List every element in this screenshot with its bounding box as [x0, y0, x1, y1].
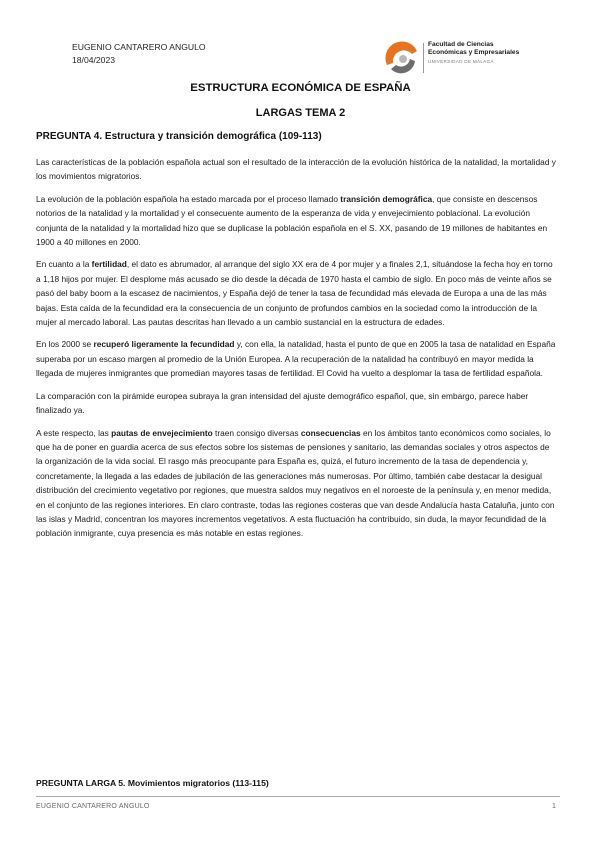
- document-title: ESTRUCTURA ECONÓMICA DE ESPAÑA: [190, 82, 411, 94]
- document-subtitle: LARGAS TEMA 2: [255, 107, 346, 119]
- logo-line-2: Económicas y Empresariales: [428, 49, 520, 56]
- logo-text: [428, 41, 519, 65]
- header-date: 18/04/2023: [72, 55, 116, 65]
- footer-divider: [36, 796, 560, 797]
- paragraph-3: En cuanto a la fertilidad, el dato es abrumador, al arranque del siglo XX era de 4 por mujer y a finales 2,1, situándose la fecha hoy en torno a 1,18 hijos por mujer. El desplome más acusado se dio desde la década de 1970 hasta el cambio de siglo. En poco más de veinte años se pasó del baby boom a la escasez de nacimientos, y España dejó de tener la tasa de fecundidad más elevada de Europa a una de las más bajas. Esta caída de la fecundidad era la consecuencia de un conjunto de profundos cambios en la sociedad como la introducción de la mujer al mercado laboral. Las pautas descritas han llevado a un cambio sustancial en la estructura de edades.: [36, 259, 553, 328]
- bold-term: fertilidad: [91, 259, 127, 270]
- paragraph-1: Las características de la población española actual son el resultado de la interacción de la evolución histórica de la natalidad, la mortalidad y los movimientos migratorios.: [36, 157, 556, 182]
- header-block: [72, 41, 206, 67]
- paragraph-4: En los 2000 se recuperó ligeramente la fecundidad y, con ella, la natalidad, hasta el punto de que en 2005 la tasa de natalidad en España superaba por un escaso margen al promedio de la Unión Europea. A la recuperación de la natalidad ha contribuyó en mayor medida la llegada de mujeres inmigrantes que promedian mayores tasas de fertilidad. El Covid ha vuelto a desplomar la tasa de fertilidad española.: [36, 339, 556, 379]
- paragraph-5: La comparación con la pirámide europea subraya la gran intensidad del ajuste demográfico español, que, sin embargo, parece haber finalizado ya.: [36, 390, 529, 416]
- logo-divider: [423, 43, 424, 73]
- logo-line-1: Facultad de Ciencias: [428, 41, 494, 48]
- paragraph-6: A este respecto, las pautas de envejecimiento traen consigo diversas consecuencias en los ámbitos tanto económicos como sociales, lo que ha de poner en guardia acerca de sus efectos sobre los sistemas de pensiones y sanitario, las demandas sociales y otros aspectos de la organización de la vida social. El rasgo más preocupante para España es, quizá, el futuro incremento de la tasa de dependencia y, concretamente, la llegada a las edades de jubilación de las generaciones más numerosas. Por último, también cabe destacar la desigual distribución del crecimiento vegetativo por regiones, que muestra saldos muy negativos en el noroeste de la península y, en menor medida, en el conjunto de las regiones interiores. En claro contraste, todas las regiones costeras que van desde Andalucía hasta Cataluña, junto con las islas y Madrid, concentran los mayores incrementos vegetativos. A esta fluctuación ha contribuido, sin duda, la mayor fecundidad de la población inmigrante, cuya presencia es más notable en estas regiones.: [36, 427, 555, 539]
- page-number: 1: [552, 803, 556, 810]
- bold-term: consecuencias: [300, 427, 361, 438]
- faculty-logo: [385, 41, 535, 77]
- bold-term: transición demográfica: [340, 193, 433, 204]
- faculty-logo-icon: [385, 41, 421, 75]
- bold-term: recuperó ligeramente la fecundidad: [93, 339, 235, 350]
- question-4-heading: PREGUNTA 4. Estructura y transición demográfica (109-113): [36, 131, 322, 142]
- bold-term: pautas de envejecimiento: [111, 427, 213, 438]
- footer-author: EUGENIO CANTARERO ANGULO: [36, 803, 150, 810]
- question-5-heading: PREGUNTA LARGA 5. Movimientos migratorios (113-115): [36, 778, 269, 788]
- question-4-body: [36, 155, 558, 549]
- header-author: EUGENIO CANTARERO ANGULO: [72, 42, 206, 52]
- logo-subline: UNIVERSIDAD DE MÁLAGA: [428, 59, 494, 64]
- paragraph-2: La evolución de la población española ha estado marcada por el proceso llamado transición demográfica, que consiste en descensos notorios de la natalidad y la mortalidad y el consecuente aumento de la esperanza de vida y envejecimiento poblacional. La evolución conjunta de la natalidad y la mortalidad hizo que se duplicase la población española en el S. XX, pasando de 19 millones de habitantes en 1900 a 40 millones en 2000.: [36, 193, 548, 248]
